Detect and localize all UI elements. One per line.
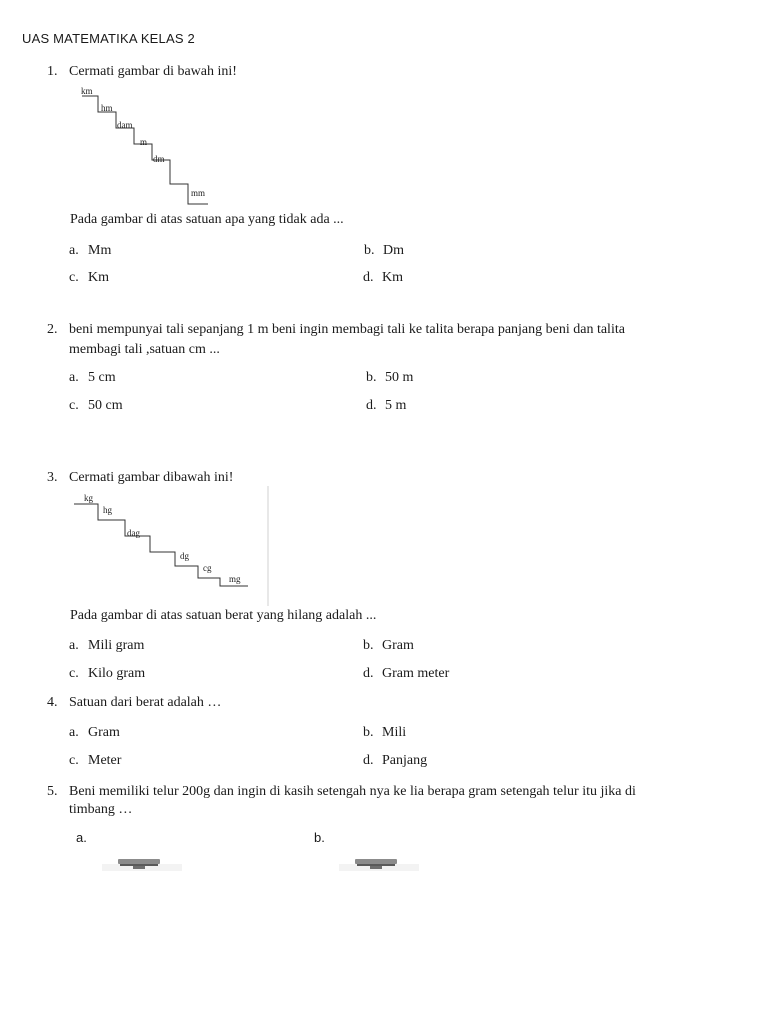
stair-label: dg	[180, 551, 189, 561]
option-a[interactable]: a. Mm	[69, 243, 112, 258]
option-b-label[interactable]: b.	[314, 830, 325, 845]
question-text-line2: timbang …	[69, 802, 133, 817]
stair-label: kg	[84, 493, 93, 503]
page-title: UAS MATEMATIKA KELAS 2	[22, 31, 195, 46]
stair-label: dag	[127, 528, 140, 538]
option-b[interactable]: b. 50 m	[366, 370, 414, 385]
stair-label: m	[140, 137, 148, 147]
question-3	[47, 468, 233, 488]
option-d[interactable]: d. Km	[363, 270, 403, 285]
stair-label: mm	[191, 188, 206, 198]
option-d[interactable]: d. Gram meter	[363, 666, 450, 681]
stair-label: hg	[103, 505, 112, 515]
stair-label: dm	[153, 154, 165, 164]
option-a[interactable]: a. Gram	[69, 725, 120, 740]
question-number: 1.	[47, 64, 58, 79]
option-a-label[interactable]: a.	[76, 830, 87, 845]
option-a[interactable]: a. Mili gram	[69, 638, 145, 653]
stair-label: hm	[101, 103, 113, 113]
stair-label: cg	[203, 563, 212, 573]
question-2	[47, 320, 625, 340]
stair-label: dam	[117, 120, 133, 130]
option-c[interactable]: c. Km	[69, 270, 109, 285]
question-text-line1: Beni memiliki telur 200g dan ingin di kasih setengah nya ke lia berapa gram setengah telur itu jika di	[69, 784, 636, 799]
question-number: 4.	[47, 695, 58, 710]
question-5	[47, 782, 636, 802]
option-c[interactable]: c. Meter	[69, 753, 122, 768]
stair-label: mg	[229, 574, 241, 584]
scale-image-b	[339, 856, 419, 877]
question-3-prompt: Pada gambar di atas satuan berat yang hilang adalah ...	[70, 608, 377, 623]
question-text-line1: beni mempunyai tali sepanjang 1 m beni ingin membagi tali ke talita berapa panjang beni dan talita	[69, 322, 625, 337]
question-number: 3.	[47, 470, 58, 485]
option-d[interactable]: d. Panjang	[363, 753, 428, 768]
question-text: Cermati gambar di bawah ini!	[69, 64, 237, 79]
stair-label: km	[81, 86, 93, 96]
question-4	[47, 693, 221, 713]
option-c[interactable]: c. Kilo gram	[69, 666, 146, 681]
scale-image-a	[102, 856, 182, 877]
question-text-line2: membagi tali ,satuan cm ...	[69, 342, 220, 357]
question-number: 5.	[47, 784, 58, 799]
option-a[interactable]: a. 5 cm	[69, 370, 116, 385]
option-d[interactable]: d. 5 m	[366, 398, 407, 413]
option-b[interactable]: b. Mili	[363, 725, 407, 740]
option-b[interactable]: b. Dm	[364, 243, 404, 258]
question-text: Cermati gambar dibawah ini!	[69, 470, 234, 485]
weight-stairs-diagram	[70, 486, 275, 613]
option-c[interactable]: c. 50 cm	[69, 398, 123, 413]
length-stairs-diagram	[78, 84, 218, 214]
question-text: Satuan dari berat adalah …	[69, 695, 222, 710]
option-b[interactable]: b. Gram	[363, 638, 414, 653]
question-number: 2.	[47, 322, 58, 337]
question-1-prompt: Pada gambar di atas satuan apa yang tidak ada ...	[70, 212, 344, 227]
question-1	[47, 62, 237, 82]
